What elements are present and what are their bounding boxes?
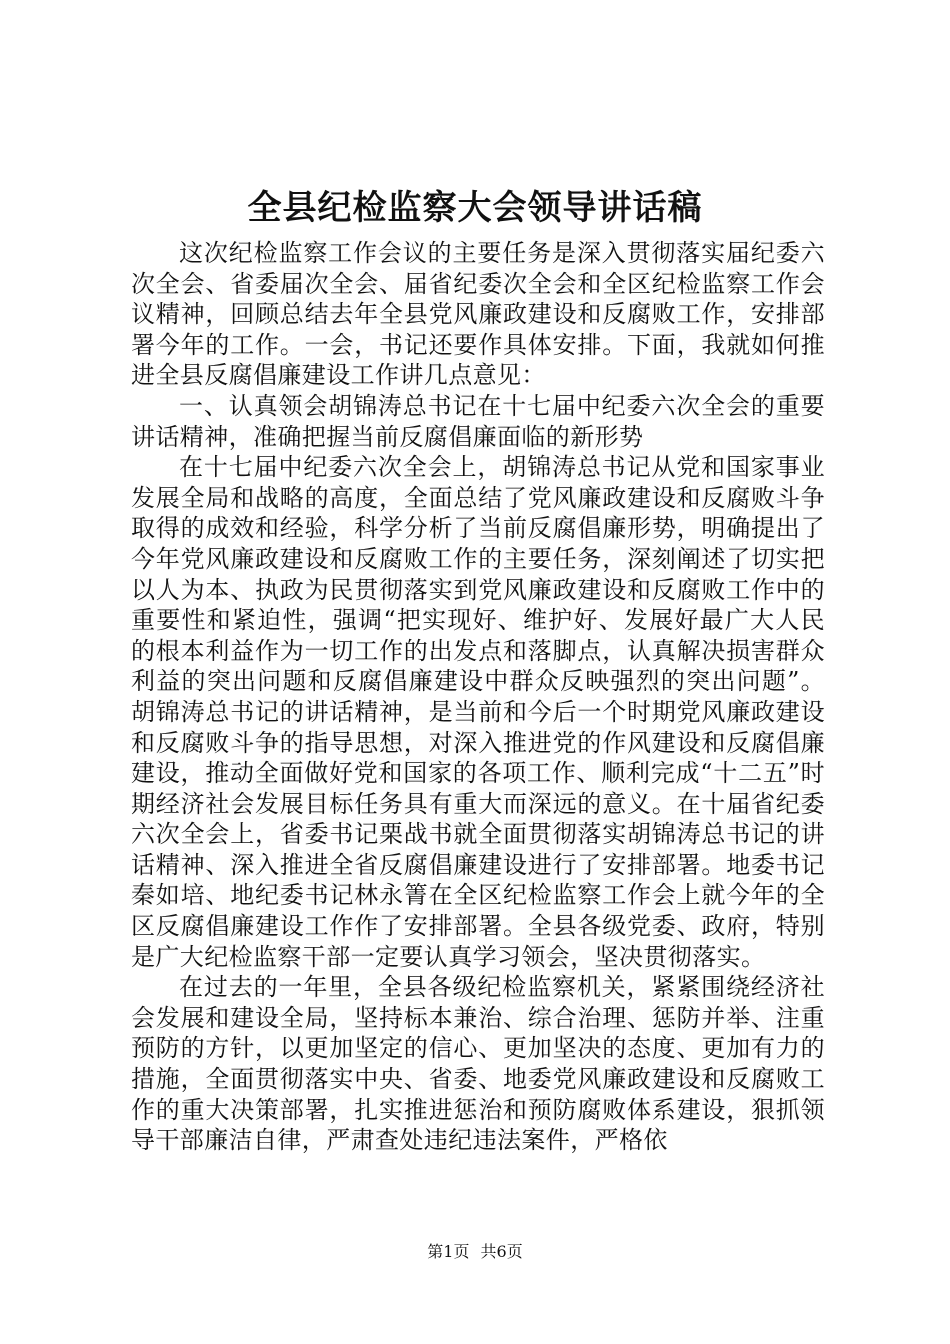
document-body [131, 238, 825, 1156]
paragraph-intro: 这次纪检监察工作会议的主要任务是深入贯彻落实届纪委六次全会、省委届次全会、届省纪委次全会和全区纪检监察工作会议精神，回顾总结去年全县党风廉政建设和反腐败工作，安排部署今年的工作。一会，书记还要作具体安排。下面，我就如何推进全县反腐倡廉建设工作讲几点意见： [131, 239, 825, 390]
paragraph-section-heading-1: 一、认真领会胡锦涛总书记在十七届中纪委六次全会的重要讲话精神，准确把握当前反腐倡廉面临的新形势 [131, 391, 825, 451]
paragraph-speech-spirit: 在十七届中纪委六次全会上，胡锦涛总书记从党和国家事业发展全局和战略的高度，全面总结了党风廉政建设和反腐败斗争取得的成效和经验，科学分析了当前反腐倡廉形势，明确提出了今年党风廉政建设和反腐败工作的主要任务，深刻阐述了切实把以人为本、执政为民贯彻落实到党风廉政建设和反腐败工作中的重要性和紧迫性，强调“把实现好、维护好、发展好最广大人民的根本利益作为一切工作的出发点和落脚点，认真解决损害群众利益的突出问题和反腐倡廉建设中群众反映强烈的突出问题”。胡锦涛总书记的讲话精神，是当前和今后一个时期党风廉政建设和反腐败斗争的指导思想，对深入推进党的作风建设和反腐倡廉建设，推动全面做好党和国家的各项工作、顺利完成“十二五”时期经济社会发展目标任务具有重大而深远的意义。在十届省纪委六次全会上，省委书记栗战书就全面贯彻落实胡锦涛总书记的讲话精神、深入推进全省反腐倡廉建设进行了安排部署。地委书记秦如培、地纪委书记林永箐在全区纪检监察工作会上就今年的全区反腐倡廉建设工作作了安排部署。全县各级党委、政府，特别是广大纪检监察干部一定要认真学习领会，坚决贯彻落实。 [131, 453, 825, 971]
page-footer [0, 1240, 950, 1264]
document-title: 全县纪检监察大会领导讲话稿 [247, 188, 703, 228]
paragraph-past-year: 在过去的一年里，全县各级纪检监察机关，紧紧围绕经济社会发展和建设全局，坚持标本兼治、综合治理、惩防并举、注重预防的方针，以更加坚定的信心、更加坚决的态度、更加有力的措施，全面贯彻落实中央、省委、地委党风廉政建设和反腐败工作的重大决策部署，扎实推进惩治和预防腐败体系建设，狠抓领导干部廉洁自律，严肃查处违纪违法案件，严格依 [131, 973, 825, 1155]
page-total: 共6页 [480, 1242, 523, 1261]
page-number: 第1页 [427, 1242, 470, 1261]
